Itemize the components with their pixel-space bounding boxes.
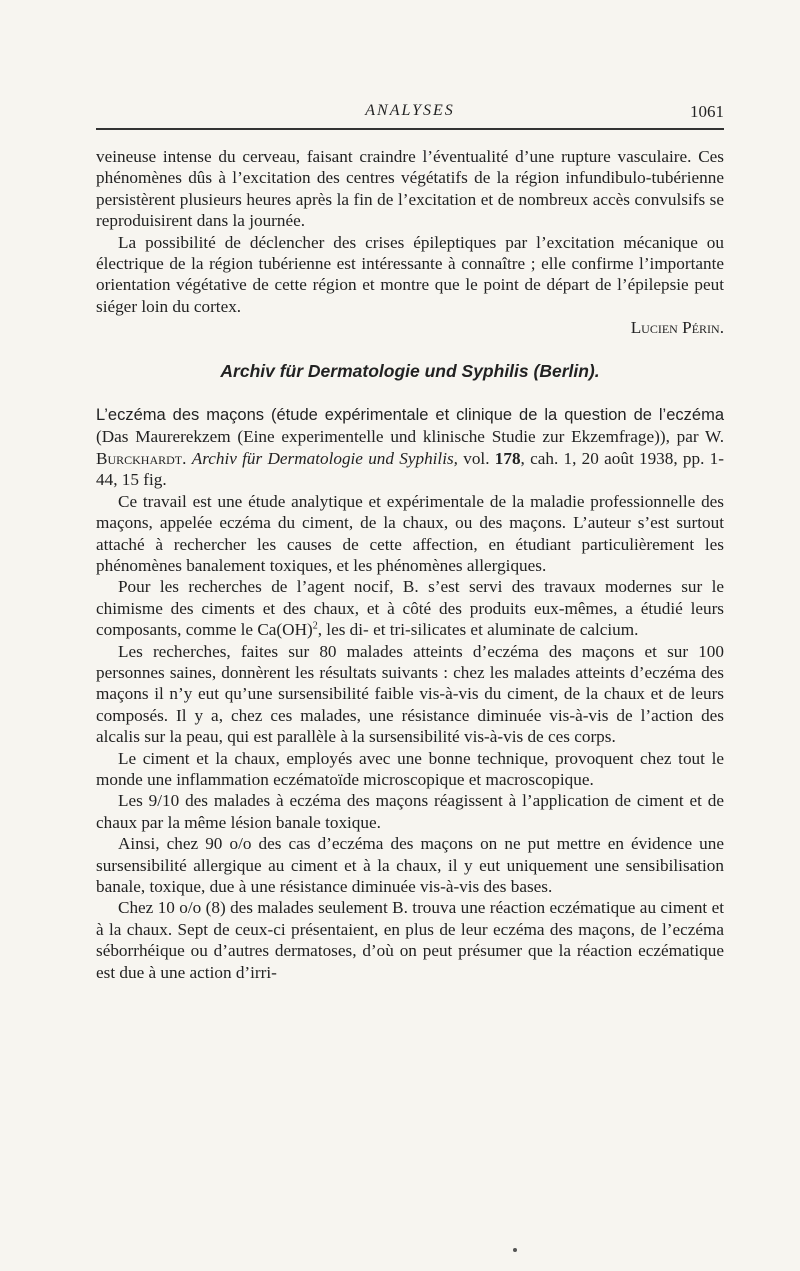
paragraph: Ainsi, chez 90 o/o des cas d’eczéma des maçons on ne put mettre en évidence une sursensibilité allergique au ciment et à la chaux, il y eut uniquement une sensibilisation banale, toxique, due à une résistance diminuée vis-à-vis des bases. xyxy=(96,834,724,896)
article-title: L’eczéma des maçons (étude expérimentale et clinique de la question de l’eczéma xyxy=(96,406,724,425)
superscript: 2 xyxy=(312,620,318,632)
paragraph: La possibilité de déclencher des crises épileptiques par l’excitation mécanique ou électrique de la région tubérienne est intéressante à connaître ; elle confirme l’importante orientation végétative de cette région et montre que le point de départ de l’épilepsie peut siéger loin du cortex. xyxy=(96,232,724,316)
journal-section-heading: Archiv für Dermatologie und Syphilis (Berlin). xyxy=(220,360,600,381)
paragraph-text: Pour les recherches de l’agent nocif, B. s’est servi des travaux modernes sur le chimisme des ciments et des chaux, et à côté des produits eux-mêmes, a étudié leurs composants, comme le Ca(OH) xyxy=(96,577,724,640)
article-reference xyxy=(96,404,724,491)
page-body xyxy=(96,146,724,983)
paragraph: Les 9/10 des malades à eczéma des maçons réagissent à l’application de ciment et de chaux par la même lésion banale toxique. xyxy=(96,791,724,832)
ink-speck xyxy=(513,1248,517,1252)
article-journal: Archiv für Dermatologie und Syphilis, xyxy=(191,448,458,468)
author-signature: Lucien Périn. xyxy=(630,318,724,338)
article-original-title: (Das Maurerekzem (Eine experimentelle und klinische Studie zur Ekzemfrage)), par W. xyxy=(96,427,724,447)
paragraph-text: , les di- et tri-silicates et aluminate de calcium. xyxy=(317,620,639,640)
paragraph: Chez 10 o/o (8) des malades seulement B. trouva une réaction eczématique au ciment et à la chaux. Sept de ceux-ci présentaient, en plus de leur eczéma des maçons, de l’eczéma séborrhéique ou d’autres dermatoses, d’où on peut présumer que la réaction eczématique est due à une action d’irri- xyxy=(96,898,724,982)
paragraph: Ce travail est une étude analytique et expérimentale de la maladie professionnelle des maçons, appelée eczéma du ciment, de la chaux, ou des maçons. L’auteur s’est surtout attaché à rechercher les causes de cette affection, en étudiant particulièrement les phénomènes banalement toxiques, et les phénomènes allergiques. xyxy=(96,491,724,575)
article-author: Burckhardt. xyxy=(96,448,187,468)
paragraph-continuation: veineuse intense du cerveau, faisant craindre l’éventualité d’une rupture vasculaire. Ces phénomènes dûs à l’excitation des centres végétatifs de la région infundibulo-tubérienne persistèrent plusieurs heures après la fin de l’excitation et de nombreux accès convulsifs se reproduisirent dans la journée. xyxy=(96,147,724,231)
paragraph: Le ciment et la chaux, employés avec une bonne technique, provoquent chez tout le monde une inflammation eczématoïde microscopique et macroscopique. xyxy=(96,748,724,789)
article-volume: 178 xyxy=(494,448,521,468)
page-number: 1061 xyxy=(690,102,724,121)
running-title: ANALYSES xyxy=(365,102,455,119)
paragraph xyxy=(96,576,724,640)
article-vol-label: vol. xyxy=(463,448,490,468)
paragraph: Les recherches, faites sur 80 malades atteints d’eczéma des maçons et sur 100 personnes saines, donnèrent les résultats suivants : chez les malades atteints d’eczéma des maçons il n’y eut qu’une sursensibilité faible vis-à-vis du ciment, de la chaux et de leurs composés. Il y a, chez ces malades, une résistance diminuée vis-à-vis de l’action des alcalis sur la peau, qui est parallèle à la sursensibilité vis-à-vis de ces corps. xyxy=(96,641,724,747)
page-header xyxy=(96,98,724,130)
article-details: , cah. 1, 20 août 1938, pp. 1-44, 15 fig. xyxy=(96,448,724,490)
